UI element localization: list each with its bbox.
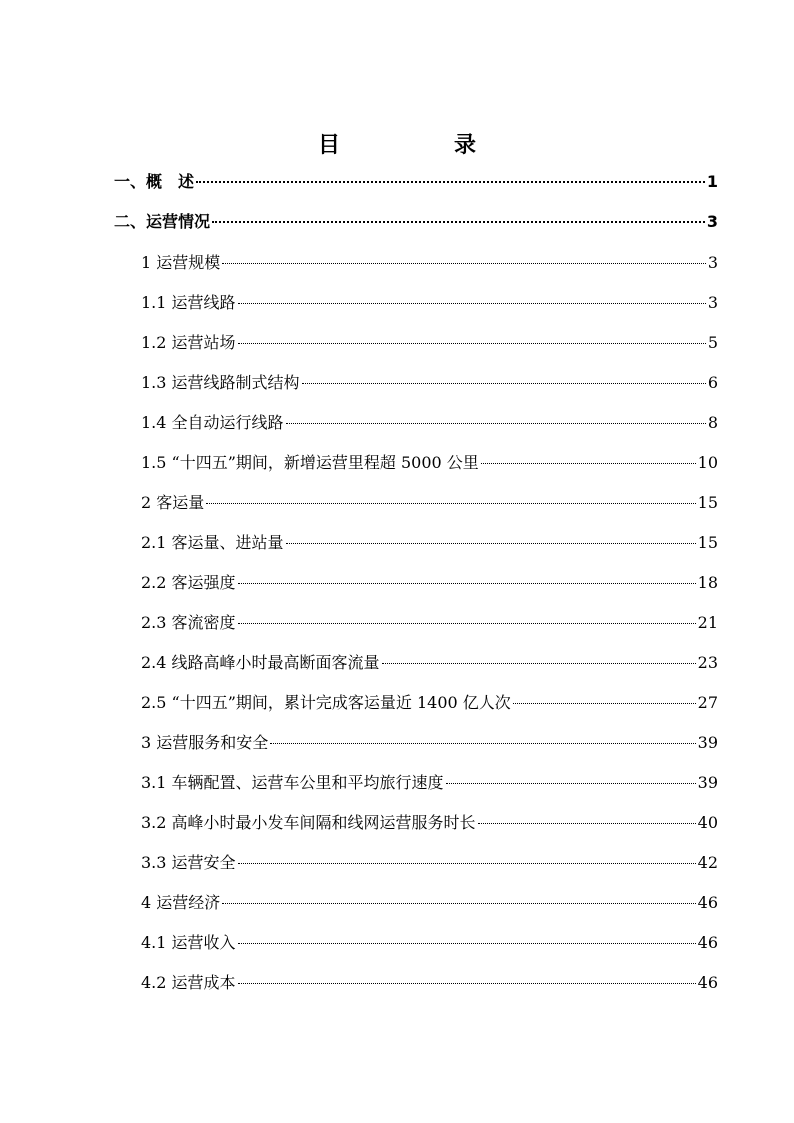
toc-entry[interactable] — [141, 691, 718, 715]
toc-leader-dots — [238, 943, 696, 944]
toc-entry[interactable] — [141, 291, 718, 315]
toc-leader-dots — [222, 263, 706, 264]
toc-entry-label: 1 运营规模 — [141, 253, 221, 272]
toc-entry[interactable] — [141, 891, 718, 915]
toc-leader-dots — [212, 221, 705, 223]
toc-entry[interactable] — [141, 851, 718, 875]
toc-entry[interactable] — [141, 411, 718, 435]
toc-entry[interactable] — [141, 651, 718, 675]
toc-entry-label: 4 运营经济 — [141, 893, 221, 912]
toc-leader-dots — [206, 503, 695, 504]
toc-leader-dots — [238, 863, 696, 864]
toc-entry[interactable] — [141, 931, 718, 955]
toc-leader-dots — [286, 543, 696, 544]
toc-page-number: 40 — [697, 813, 718, 832]
toc-leader-dots — [222, 903, 695, 904]
toc-leader-dots — [513, 703, 696, 704]
toc-entry-label: 2.1 客运量、进站量 — [141, 533, 284, 552]
toc-leader-dots — [238, 583, 696, 584]
toc-page-number: 39 — [697, 773, 718, 792]
toc-entry-label: 2.5 “十四五”期间，累计完成客运量近 1400 亿人次 — [141, 693, 511, 712]
toc-page-number: 18 — [697, 573, 718, 592]
toc-leader-dots — [238, 343, 706, 344]
toc-entry-label: 1.3 运营线路制式结构 — [141, 373, 300, 392]
toc-page-number: 39 — [697, 733, 718, 752]
toc-page-number: 3 — [707, 253, 718, 272]
toc-page-number: 3 — [707, 293, 718, 312]
toc-entry-label: 1.4 全自动运行线路 — [141, 413, 284, 432]
toc-page-number: 21 — [697, 613, 718, 632]
toc-entry[interactable] — [141, 451, 718, 475]
toc-entry[interactable] — [141, 771, 718, 795]
toc-entry-label: 4.1 运营收入 — [141, 933, 236, 952]
toc-page-number: 27 — [697, 693, 718, 712]
toc-leader-dots — [238, 623, 696, 624]
toc-entry[interactable] — [141, 251, 718, 275]
toc-entry[interactable] — [114, 170, 718, 194]
toc-entry-label: 3 运营服务和安全 — [141, 733, 269, 752]
toc-page-number: 46 — [697, 933, 718, 952]
toc-page-number: 1 — [706, 172, 718, 191]
toc-entry-label: 二、运营情况 — [114, 212, 211, 231]
toc-leader-dots — [270, 743, 695, 744]
toc-entry-label: 3.2 高峰小时最小发车间隔和线网运营服务时长 — [141, 813, 476, 832]
toc-entry[interactable] — [114, 210, 718, 234]
toc-page-number: 15 — [697, 493, 718, 512]
toc-entry[interactable] — [141, 331, 718, 355]
toc-leader-dots — [478, 823, 696, 824]
toc-page-number: 46 — [697, 893, 718, 912]
toc-page-number: 3 — [706, 212, 718, 231]
toc-page-number: 23 — [697, 653, 718, 672]
page-title: 目 录 — [317, 133, 522, 158]
toc-entry-label: 2 客运量 — [141, 493, 205, 512]
toc-page-number: 42 — [697, 853, 718, 872]
toc-entry-label: 2.3 客流密度 — [141, 613, 236, 632]
toc-entry[interactable] — [141, 571, 718, 595]
toc-entry-label: 3.1 车辆配置、运营车公里和平均旅行速度 — [141, 773, 444, 792]
toc-leader-dots — [481, 463, 696, 464]
toc-page-number: 10 — [697, 453, 718, 472]
toc-entry-label: 2.4 线路高峰小时最高断面客流量 — [141, 653, 380, 672]
toc-entry-label: 4.2 运营成本 — [141, 973, 236, 992]
toc-leader-dots — [302, 383, 706, 384]
toc-entry[interactable] — [141, 371, 718, 395]
toc-page-number: 46 — [697, 973, 718, 992]
toc-entry-label: 1.2 运营站场 — [141, 333, 236, 352]
toc-entry[interactable] — [141, 731, 718, 755]
toc-leader-dots — [238, 983, 696, 984]
toc-entry[interactable] — [141, 811, 718, 835]
toc-entry-label: 一、概 述 — [114, 172, 195, 191]
toc-leader-dots — [196, 181, 705, 183]
toc-leader-dots — [382, 663, 696, 664]
toc-entry-label: 1.5 “十四五”期间，新增运营里程超 5000 公里 — [141, 453, 479, 472]
toc-page-number: 5 — [707, 333, 718, 352]
toc-entry-label: 2.2 客运强度 — [141, 573, 236, 592]
toc-leader-dots — [446, 783, 696, 784]
toc-page-number: 8 — [707, 413, 718, 432]
toc-entry-label: 3.3 运营安全 — [141, 853, 236, 872]
toc-entry[interactable] — [141, 611, 718, 635]
toc-entry-label: 1.1 运营线路 — [141, 293, 236, 312]
toc-page-number: 15 — [697, 533, 718, 552]
toc-entry[interactable] — [141, 531, 718, 555]
toc-page-number: 6 — [707, 373, 718, 392]
toc-entry[interactable] — [141, 491, 718, 515]
toc-leader-dots — [238, 303, 706, 304]
toc-entry[interactable] — [141, 971, 718, 995]
toc-leader-dots — [286, 423, 706, 424]
